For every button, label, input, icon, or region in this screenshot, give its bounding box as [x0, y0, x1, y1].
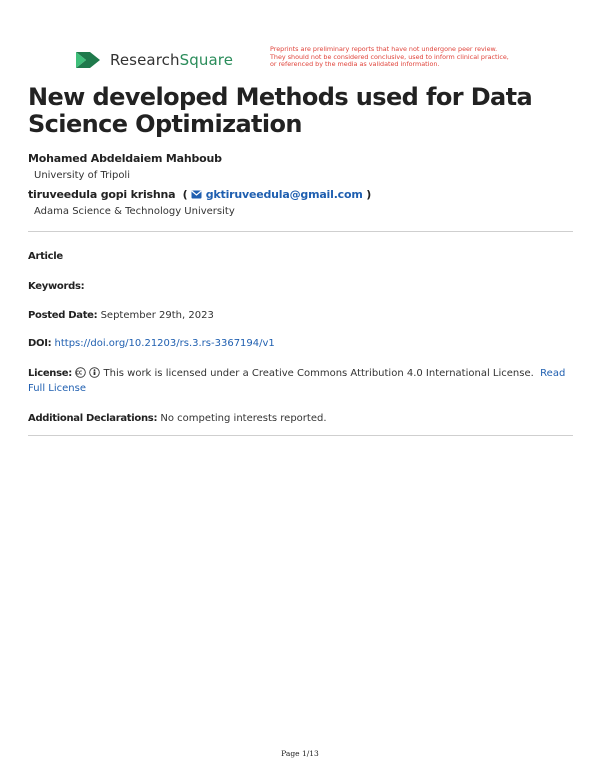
- author-name-with-email: tiruveedula gopi krishna ( gktiruveedula@gmail.com ): [28, 188, 372, 201]
- disclaimer-line: They should not be considered conclusive, used to inform clinical practice,: [270, 52, 509, 61]
- research-square-logo: [74, 48, 233, 72]
- article-type: Article: [28, 251, 63, 262]
- creative-commons-icon: [75, 367, 86, 378]
- author-affiliation: University of Tripoli: [34, 170, 130, 181]
- research-square-logo-icon: [74, 49, 102, 71]
- keywords-row: Keywords:: [28, 281, 85, 292]
- author-email-link[interactable]: gktiruveedula@gmail.com: [205, 188, 363, 201]
- author-name: Mohamed Abdeldaiem Mahboub: [28, 152, 222, 165]
- doi-link[interactable]: https://doi.org/10.21203/rs.3.rs-3367194/v1: [54, 338, 275, 349]
- read-full-license-link[interactable]: Read Full License: [28, 368, 566, 394]
- disclaimer-line: Preprints are preliminary reports that have not undergone peer review.: [270, 45, 498, 53]
- declarations-row: Additional Declarations: No competing interests reported.: [28, 413, 327, 424]
- posted-date-row: Posted Date: September 29th, 2023: [28, 310, 214, 321]
- logo-wordmark: ResearchSquare: [110, 51, 234, 69]
- paper-title: New developed Methods used for Data Science Optimization: [28, 83, 533, 138]
- divider: [28, 435, 573, 436]
- envelope-icon: [191, 190, 202, 199]
- author-name: tiruveedula gopi krishna: [28, 188, 176, 201]
- license-text: This work is licensed under a Creative Commons Attribution 4.0 International License.: [103, 368, 534, 379]
- license-row: License: This work is licensed under a Creative Commons Attribution 4.0 International License. Read Full License: [28, 368, 566, 394]
- doi-row: DOI: https://doi.org/10.21203/rs.3.rs-3367194/v1: [28, 338, 275, 349]
- divider: [28, 231, 573, 232]
- preprint-disclaimer: [270, 46, 570, 69]
- attribution-icon: [89, 367, 100, 378]
- page-number: Page 1/13: [281, 749, 319, 758]
- author-affiliation: Adama Science & Technology University: [34, 206, 235, 217]
- disclaimer-line: or referenced by the media as validated information.: [270, 60, 440, 69]
